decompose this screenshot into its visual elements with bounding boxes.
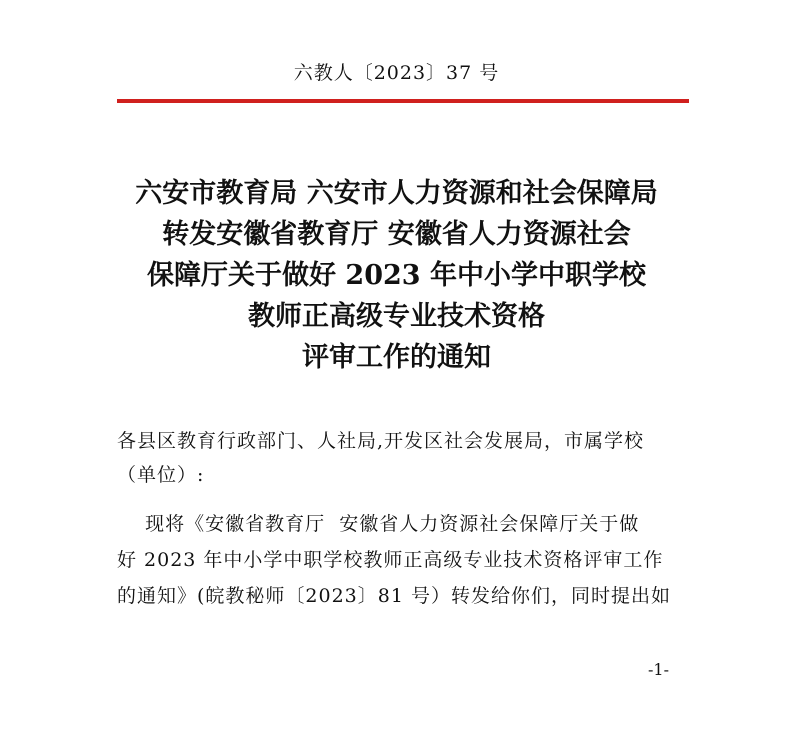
document-title <box>60 173 733 378</box>
body-line-3: 的通知》(皖教秘师〔2023〕81 号）转发给你们，同时提出如 <box>117 585 671 607</box>
title-line-4: 教师正高级专业技术资格 <box>248 301 545 332</box>
red-header-rule <box>117 99 689 103</box>
addressee <box>117 424 697 492</box>
document-number: 六教人〔2023〕37 号 <box>293 62 500 84</box>
addressee-line-2: （单位）: <box>117 464 205 486</box>
body-line-2: 好 2023 年中小学中职学校教师正高级专业技术资格评审工作 <box>117 549 664 571</box>
addressee-line-1: 各县区教育行政部门、人社局,开发区社会发展局，市属学校 <box>117 430 645 452</box>
title-line-3: 保障厅关于做好 2023 年中小学中职学校 <box>147 260 646 291</box>
red-rule-bar <box>117 99 689 103</box>
title-line-5: 评审工作的通知 <box>302 342 491 373</box>
page-number: -1- <box>648 660 669 679</box>
body-paragraph <box>117 506 697 614</box>
title-line-2: 转发安徽省教育厅 安徽省人力资源社会 <box>162 219 631 250</box>
title-line-1: 六安市教育局 六安市人力资源和社会保障局 <box>135 178 658 209</box>
body-line-1: 现将《安徽省教育厅 安徽省人力资源社会保障厅关于做 <box>117 513 640 535</box>
